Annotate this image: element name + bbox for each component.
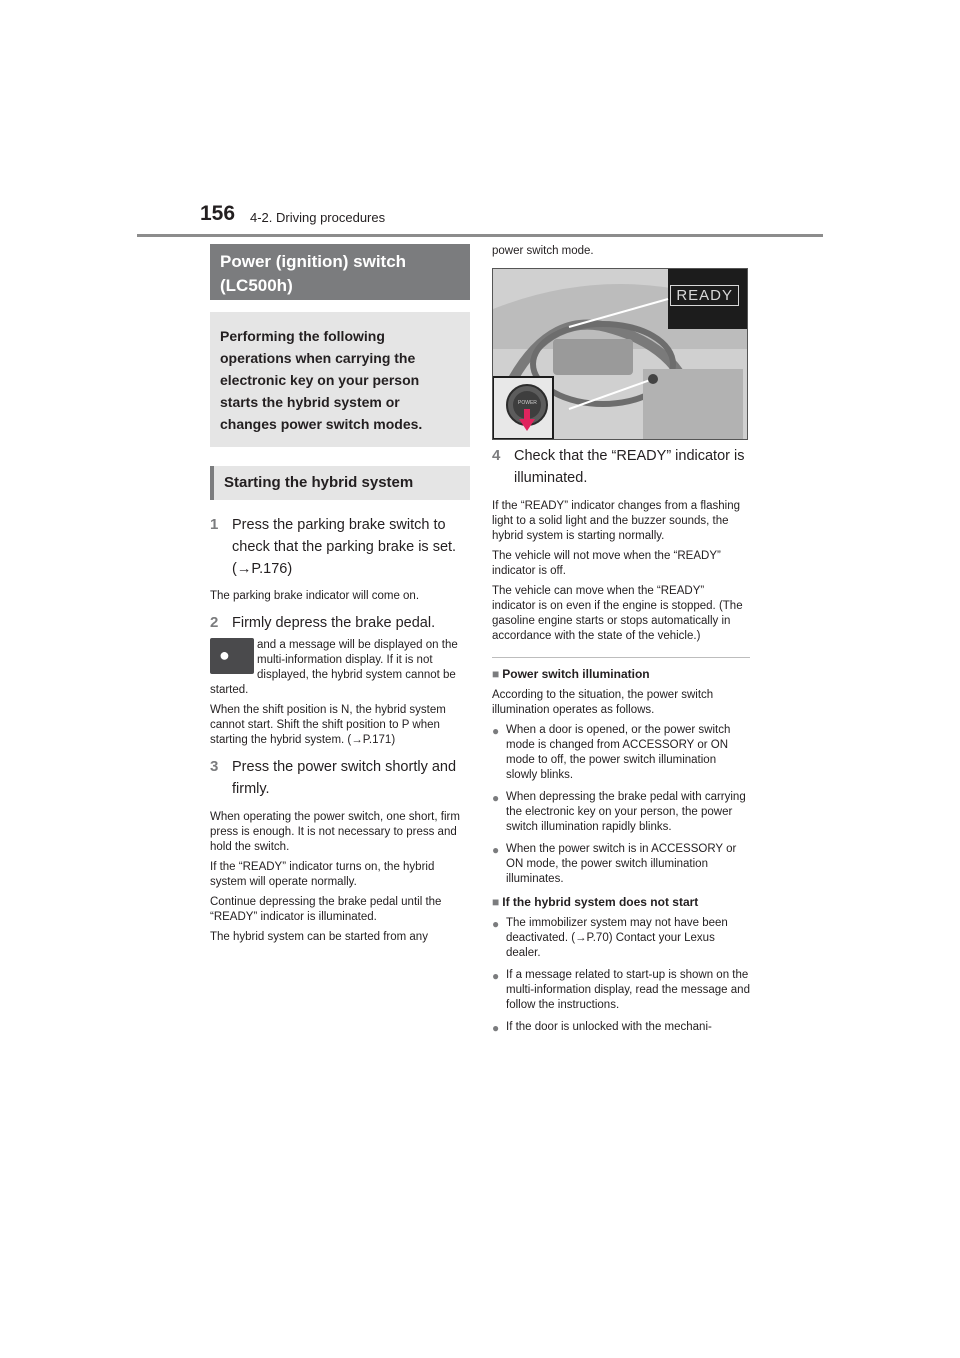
step-number: 3 [210, 758, 219, 775]
step-3-note-2: If the “READY” indicator turns on, the hybrid system will operate normally. [210, 861, 435, 888]
bullet-icon: ● [492, 1021, 500, 1035]
step-text: Firmly depress the brake pedal. [232, 615, 436, 631]
list-item: ● If the door is unlocked with the mechani- [492, 1021, 712, 1035]
bullet-icon: ● [492, 969, 500, 983]
page-number: 156 [200, 202, 236, 225]
step-1-note: The parking brake indicator will come on. [210, 590, 420, 602]
section-divider [492, 657, 750, 658]
step-4-note-3: The vehicle can move when the “READY” indicator is on even if the engine is stopped. (The gasoline engine starts or stops automatically in accordance with the state of the vehicle.) [492, 585, 743, 642]
step-3-note-1: When operating the power switch, one short, firm press is enough. It is not necessary to press and hold the switch. [210, 811, 460, 853]
bullet-icon: ● [492, 724, 500, 738]
list-item: ● When depressing the brake pedal with carrying the electronic key on your person, the power switch illumination rapidly blinks. [492, 791, 746, 833]
bullet-icon: ● [492, 791, 500, 805]
step-4-note-2: The vehicle will not move when the “READY” indicator is off. [492, 550, 721, 577]
step-text: Press the power switch shortly and firmly. [232, 759, 457, 797]
subheading-starting: Starting the hybrid system [210, 466, 470, 500]
left-column [210, 244, 470, 950]
illumination-heading: ■ Power switch illumination [492, 667, 650, 681]
step-2-note-block [210, 638, 470, 703]
step-4-note-1: If the “READY” indicator changes from a flashing light to a solid light and the buzzer sounds, the hybrid system is starting normally. [492, 500, 741, 542]
power-button-label: POWER [518, 400, 537, 406]
bullet-icon: ● [492, 917, 500, 931]
step-2-note-2: When the shift position is N, the hybrid system cannot start. Shift the shift position to P when starting the hybrid system. (→P.171) [210, 704, 446, 746]
dashboard-illustration [492, 268, 748, 440]
list-item: ● If a message related to start-up is shown on the multi-information display, read the message and follow the instructions. [492, 969, 750, 1011]
step-2-note-1: and a message will be displayed on the multi-information display. If it is not displayed, the hybrid system cannot be started. [210, 639, 458, 696]
step-number: 4 [492, 447, 501, 464]
continued-text: power switch mode. [492, 245, 594, 257]
nostart-heading: ■ If the hybrid system does not start [492, 895, 699, 909]
step-2 [210, 612, 470, 634]
step-1 [210, 514, 470, 580]
step-3-note-3: Continue depressing the brake pedal until the “READY” indicator is illuminated. [210, 896, 442, 923]
step-number: 2 [210, 614, 219, 631]
step-text: Check that the “READY” indicator is illuminated. [514, 448, 745, 486]
section-title: 4-2. Driving procedures [250, 210, 386, 225]
list-item: ● When the power switch is in ACCESSORY or ON mode, the power switch illumination illuminates. [492, 843, 737, 885]
right-column [492, 244, 750, 1042]
ready-indicator-label: READY [670, 285, 739, 306]
step-3 [210, 756, 470, 800]
page-title: Power (ignition) switch (LC500h) [210, 244, 470, 300]
step-text: Press the parking brake switch to check that the parking brake is set. (→P.176) [232, 517, 457, 577]
step-number: 1 [210, 516, 219, 533]
list-item: ● When a door is opened, or the power switch mode is changed from ACCESSORY or ON mode to off, the power switch illumination slowly blinks. [492, 724, 731, 781]
step-4 [492, 445, 750, 489]
step-3-note-4: The hybrid system can be started from any [210, 931, 428, 943]
header-divider [137, 234, 823, 237]
bullet-icon: ● [492, 843, 500, 857]
intro-box: Performing the following operations when carrying the electronic key on your person starts the hybrid system or changes power switch modes. [210, 312, 470, 447]
illumination-intro: According to the situation, the power switch illumination operates as follows. [492, 689, 714, 716]
list-item: ● The immobilizer system may not have been deactivated. (→P.70) Contact your Lexus dealer. [492, 917, 728, 959]
brake-indicator-icon: ● [210, 638, 254, 674]
